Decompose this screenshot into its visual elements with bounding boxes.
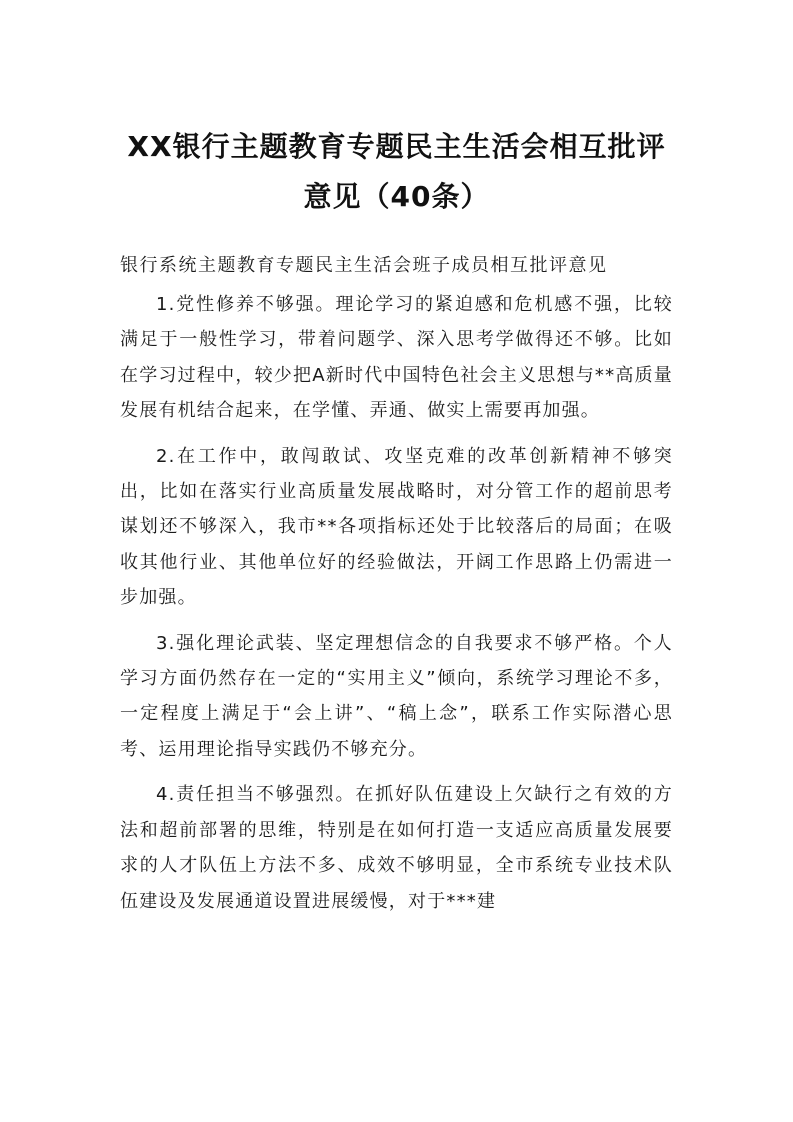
title-line-2: 意见（40条） — [303, 180, 490, 213]
paragraph-1: 1.党性修养不够强。理论学习的紧迫感和危机感不强，比较满足于一般性学习，带着问题学、深入思考学做得还不够。比如在学习过程中，较少把A新时代中国特色社会主义思想与**高质量发展有机结合起来，在学懂、弄通、做实上需要再加强。 — [120, 294, 673, 422]
document-subtitle: 银行系统主题教育专题民主生活会班子成员相互批评意见 — [120, 255, 608, 276]
paragraph-4: 4.责任担当不够强烈。在抓好队伍建设上欠缺行之有效的方法和超前部署的思维，特别是在如何打造一支适应高质量发展要求的人才队伍上方法不多、成效不够明显，全市系统专业技术队伍建设及发展通道设置进展缓慢，对于***建 — [120, 784, 673, 912]
title-line-1: XX银行主题教育专题民主生活会相互批评 — [127, 130, 666, 163]
paragraph-3: 3.强化理论武装、坚定理想信念的自我要求不够严格。个人学习方面仍然存在一定的“实用主义”倾向，系统学习理论不多，一定程度上满足于“会上讲”、“稿上念”，联系工作实际潜心思考、运用理论指导实践仍不够充分。 — [120, 632, 673, 760]
document-title — [120, 122, 673, 222]
paragraph-2: 2.在工作中，敢闯敢试、攻坚克难的改革创新精神不够突出，比如在落实行业高质量发展战略时，对分管工作的超前思考谋划还不够深入，我市**各项指标还处于比较落后的局面；在吸收其他行业、其他单位好的经验做法，开阔工作思路上仍需进一步加强。 — [120, 445, 673, 609]
